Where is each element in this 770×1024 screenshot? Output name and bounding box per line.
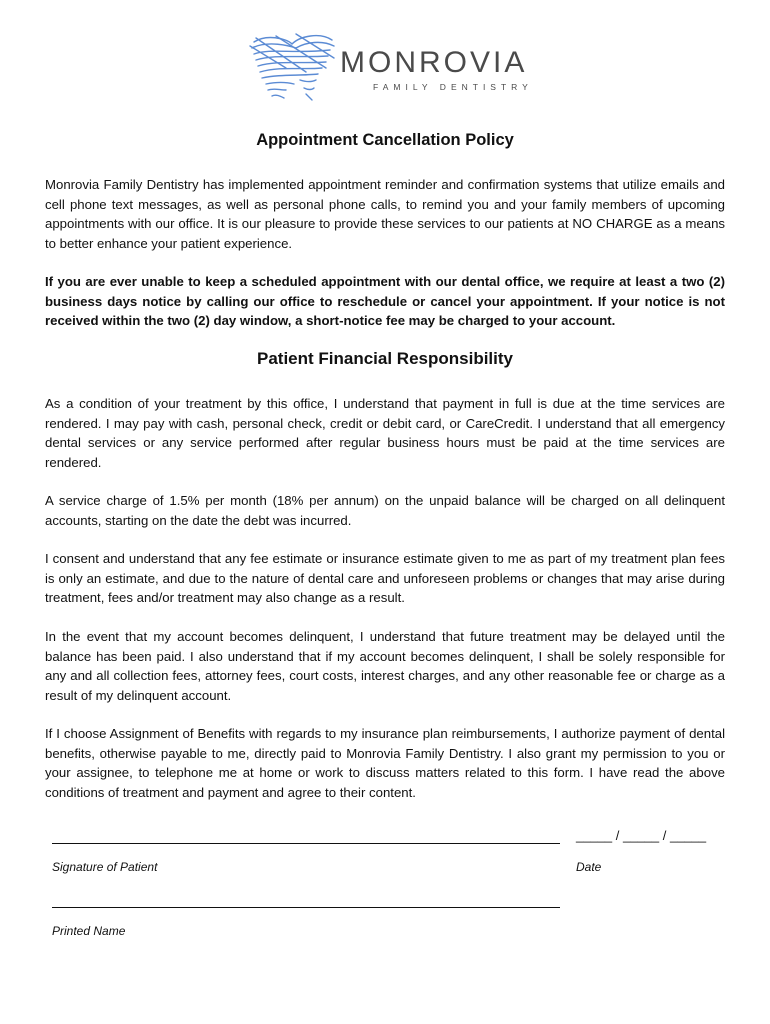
- logo-subtitle: FAMILY DENTISTRY: [373, 82, 533, 92]
- signature-line[interactable]: [52, 843, 560, 844]
- cancellation-paragraph-1: Monrovia Family Dentistry has implemented appointment reminder and confirmation systems that utilize emails and cell phone text messages, as well as personal phone calls, to remind you and your family members of upcoming appointments with our office. It is our pleasure to provide these services to our patients at NO CHARGE as a means to better enhance your patient experience.: [45, 177, 725, 251]
- logo: [0, 0, 770, 110]
- printed-name-line[interactable]: [52, 907, 560, 908]
- printed-name-label: Printed Name: [52, 924, 126, 938]
- financial-title: Patient Financial Responsibility: [257, 349, 513, 368]
- cancellation-paragraph-2: If you are ever unable to keep a scheduled appointment with our dental office, we require at least a two (2) business days notice by calling our office to reschedule or cancel your appointment. If your notice is not received within the two (2) day window, a short-notice fee may be charged to your account.: [45, 274, 725, 328]
- financial-paragraph-2: A service charge of 1.5% per month (18% per annum) on the unpaid balance will be charged on all delinquent accounts, starting on the date the debt was incurred.: [45, 493, 725, 528]
- logo-name: MONROVIA: [340, 46, 528, 79]
- date-field[interactable]: _____ / _____ / _____: [576, 828, 707, 843]
- financial-paragraph-3: I consent and understand that any fee estimate or insurance estimate given to me as part of my treatment plan fees is only an estimate, and due to the nature of dental care and unforeseen problems or changes that may arise during treatment, fees and/or treatment may also change as a result.: [45, 551, 725, 605]
- financial-paragraph-1: As a condition of your treatment by this office, I understand that payment in full is due at the time services are rendered. I may pay with cash, personal check, credit or debit card, or CareCredit. I understand that all emergency dental services or any service performed after regular business hours must be paid at the time services are rendered.: [45, 396, 725, 470]
- financial-paragraph-4: In the event that my account becomes delinquent, I understand that future treatment may be delayed until the balance has been paid. I also understand that if my account becomes delinquent, I shall be solely responsible for any and all collection fees, attorney fees, court costs, interest charges, and any other reasonable fee or charge as a result of my delinquent account.: [45, 629, 725, 703]
- cancellation-title: Appointment Cancellation Policy: [256, 131, 514, 149]
- signature-label: Signature of Patient: [52, 860, 158, 874]
- date-label: Date: [576, 860, 602, 874]
- tooth-logo-icon: [246, 28, 338, 108]
- financial-paragraph-5: If I choose Assignment of Benefits with regards to my insurance plan reimbursements, I authorize payment of dental benefits, otherwise payable to me, directly paid to Monrovia Family Dentistry. I also grant my permission to you or your assignee, to telephone me at home or work to discuss matters related to this form. I have read the above conditions of treatment and payment and agree to their content.: [45, 726, 725, 800]
